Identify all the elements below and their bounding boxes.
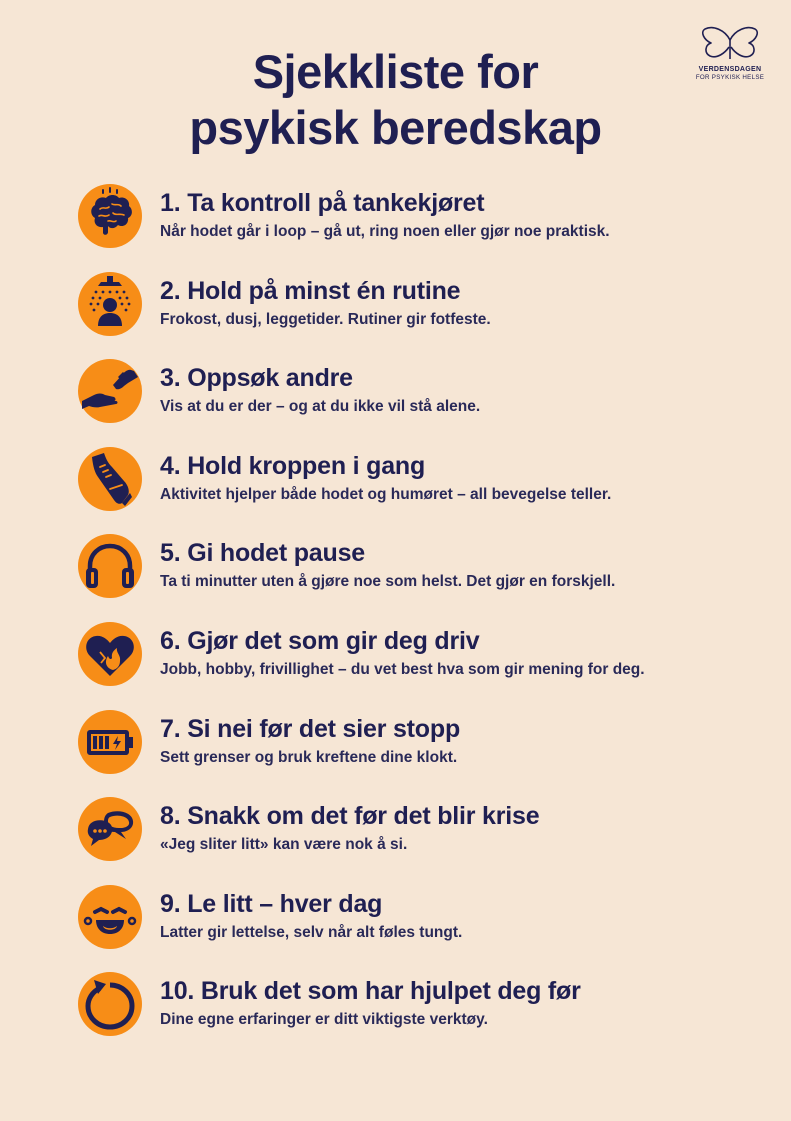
item-text: Jobb, hobby, frivillighet – du vet best hva som gir mening for deg. (160, 660, 645, 678)
item-heading: 3. Oppsøk andre (160, 364, 353, 393)
speech-bubbles-icon (78, 797, 142, 861)
reaching-hands-icon (78, 359, 142, 423)
item-text: Vis at du er der – og at du ikke vil stå alene. (160, 398, 481, 416)
title-line-1: Sjekkliste for (252, 45, 539, 98)
item-heading: 6. Gjør det som gir deg driv (160, 626, 480, 655)
checklist-item-7 (78, 710, 768, 798)
item-text: Aktivitet hjelper både hodet og humøret – all bevegelse teller. (160, 485, 612, 503)
item-text: «Jeg sliter litt» kan være nok å si. (160, 836, 408, 854)
checklist-item-4 (78, 447, 768, 535)
shower-icon (78, 272, 142, 336)
checklist-item-8 (78, 797, 768, 885)
brain-icon (78, 184, 142, 248)
logo (694, 26, 766, 82)
checklist-item-1 (78, 184, 768, 272)
checklist-item-3 (78, 359, 768, 447)
item-heading: 9. Le litt – hver dag (160, 889, 383, 918)
headphones-icon (78, 534, 142, 598)
checklist-item-5 (78, 534, 768, 622)
laughing-face-icon (78, 885, 142, 949)
item-text: Frokost, dusj, leggetider. Rutiner gir fotfeste. (160, 310, 491, 328)
item-heading: 8. Snakk om det før det blir krise (160, 802, 540, 831)
battery-icon (78, 710, 142, 774)
item-heading: 4. Hold kroppen i gang (160, 451, 426, 480)
item-text: Når hodet går i loop – gå ut, ring noen eller gjør noe praktisk. (160, 223, 610, 240)
item-heading: 1. Ta kontroll på tankekjøret (160, 189, 485, 217)
item-text: Dine egne erfaringer er ditt viktigste verktøy. (160, 1011, 488, 1029)
page-title (0, 44, 791, 156)
item-heading: 10. Bruk det som har hjulpet deg før (160, 977, 581, 1006)
checklist-item-10 (78, 972, 768, 1060)
checklist-item-6 (78, 622, 768, 710)
checklist (78, 184, 768, 1060)
item-text: Sett grenser og bruk kreftene dine klokt. (160, 748, 458, 766)
item-text: Ta ti minutter uten å gjøre noe som helst. Det gjør en forskjell. (160, 573, 616, 591)
item-heading: 2. Hold på minst én rutine (160, 276, 461, 305)
butterfly-icon (699, 26, 761, 66)
item-heading: 5. Gi hodet pause (160, 539, 365, 568)
title-line-2: psykisk beredskap (189, 101, 602, 154)
item-text: Latter gir lettelse, selv når alt føles tungt. (160, 923, 463, 941)
checklist-item-9 (78, 885, 768, 973)
circular-arrow-icon (78, 972, 142, 1036)
heart-flame-icon (78, 622, 142, 686)
checklist-item-2 (78, 272, 768, 360)
sneaker-icon (78, 447, 142, 511)
logo-line-2: FOR PSYKISK HELSE (695, 74, 765, 81)
logo-line-1: VERDENSDAGEN (698, 66, 762, 73)
item-heading: 7. Si nei før det sier stopp (160, 714, 461, 743)
